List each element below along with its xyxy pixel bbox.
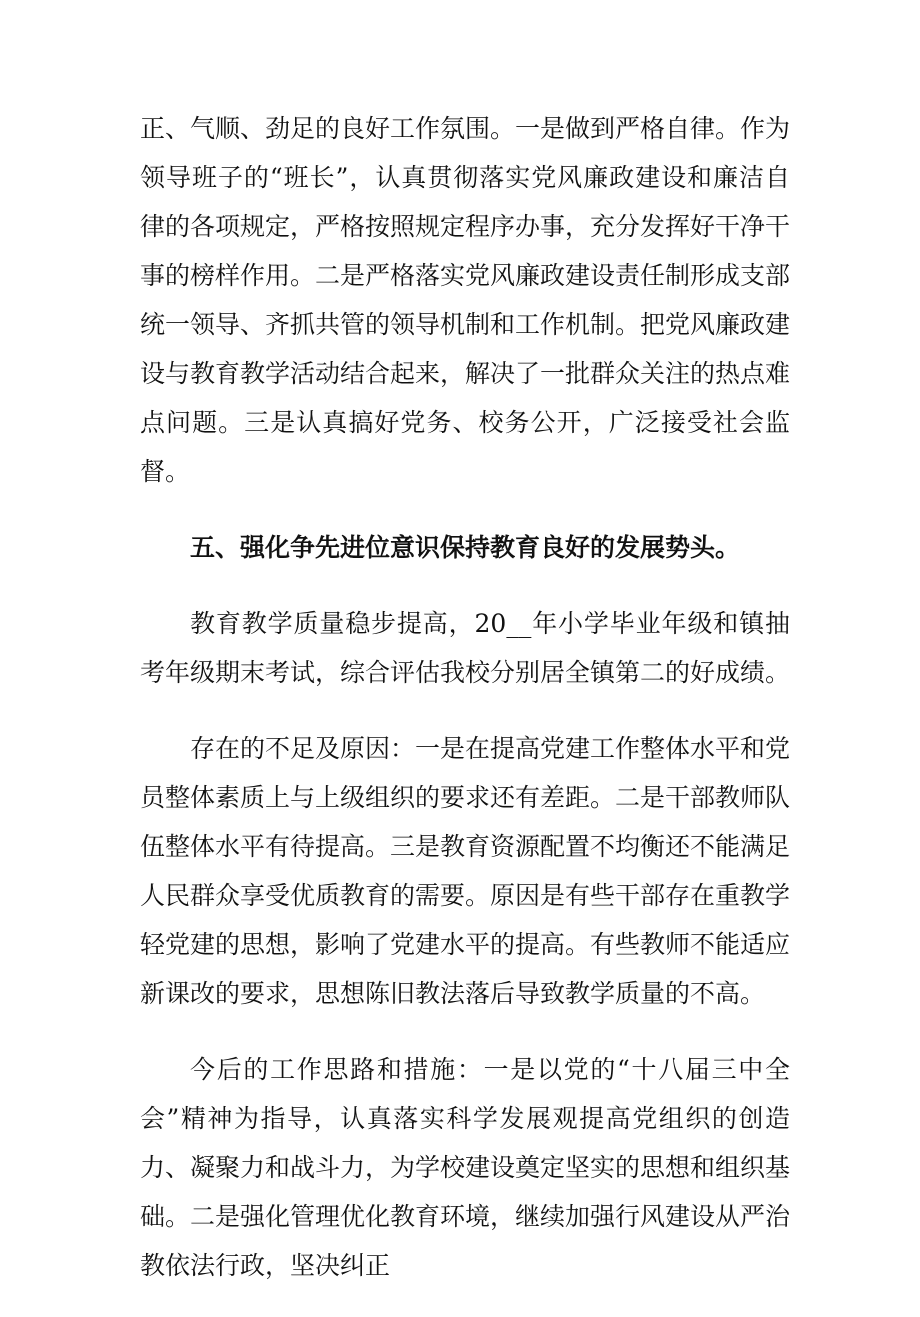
paragraph-continuation: 正、气顺、劲足的良好工作氛围。一是做到严格自律。作为领导班子的“班长”，认真贯彻落实党风廉政建设和廉洁自律的各项规定，严格按照规定程序办事，充分发挥好干净干事的榜样作用。二是严格落实党风廉政建设责任制形成支部统一领导、齐抓共管的领导机制和工作机制。把党风廉政建设与教育教学活动结合起来，解决了一批群众关注的热点难点问题。三是认真搞好党务、校务公开，广泛接受社会监督。 — [140, 114, 791, 486]
section-heading: 五、强化争先进位意识保持教育良好的发展势头。 — [190, 533, 741, 562]
paragraph-shortcomings: 存在的不足及原因：一是在提高党建工作整体水平和党员整体素质上与上级组织的要求还有差距。二是干部教师队伍整体水平有待提高。三是教育资源配置不均衡还不能满足人民群众享受优质教育的需要。原因是有些干部存在重教学轻党建的思想，影响了党建水平的提高。有些教师不能适应新课改的要求，思想陈旧教法落后导致教学质量的不高。 — [140, 734, 791, 1008]
document-body — [140, 104, 790, 1317]
paragraph-future-plans: 今后的工作思路和措施：一是以党的“十八届三中全会”精神为指导，认真落实科学发展观提高党组织的创造力、凝聚力和战斗力，为学校建设奠定坚实的思想和组织基础。二是强化管理优化教育环境，继续加强行风建设从严治教依法行政，坚决纠正 — [140, 1055, 791, 1280]
paragraph-quality: 教育教学质量稳步提高，20__年小学毕业年级和镇抽考年级期末考试，综合评估我校分别居全镇第二的好成绩。 — [140, 609, 791, 687]
